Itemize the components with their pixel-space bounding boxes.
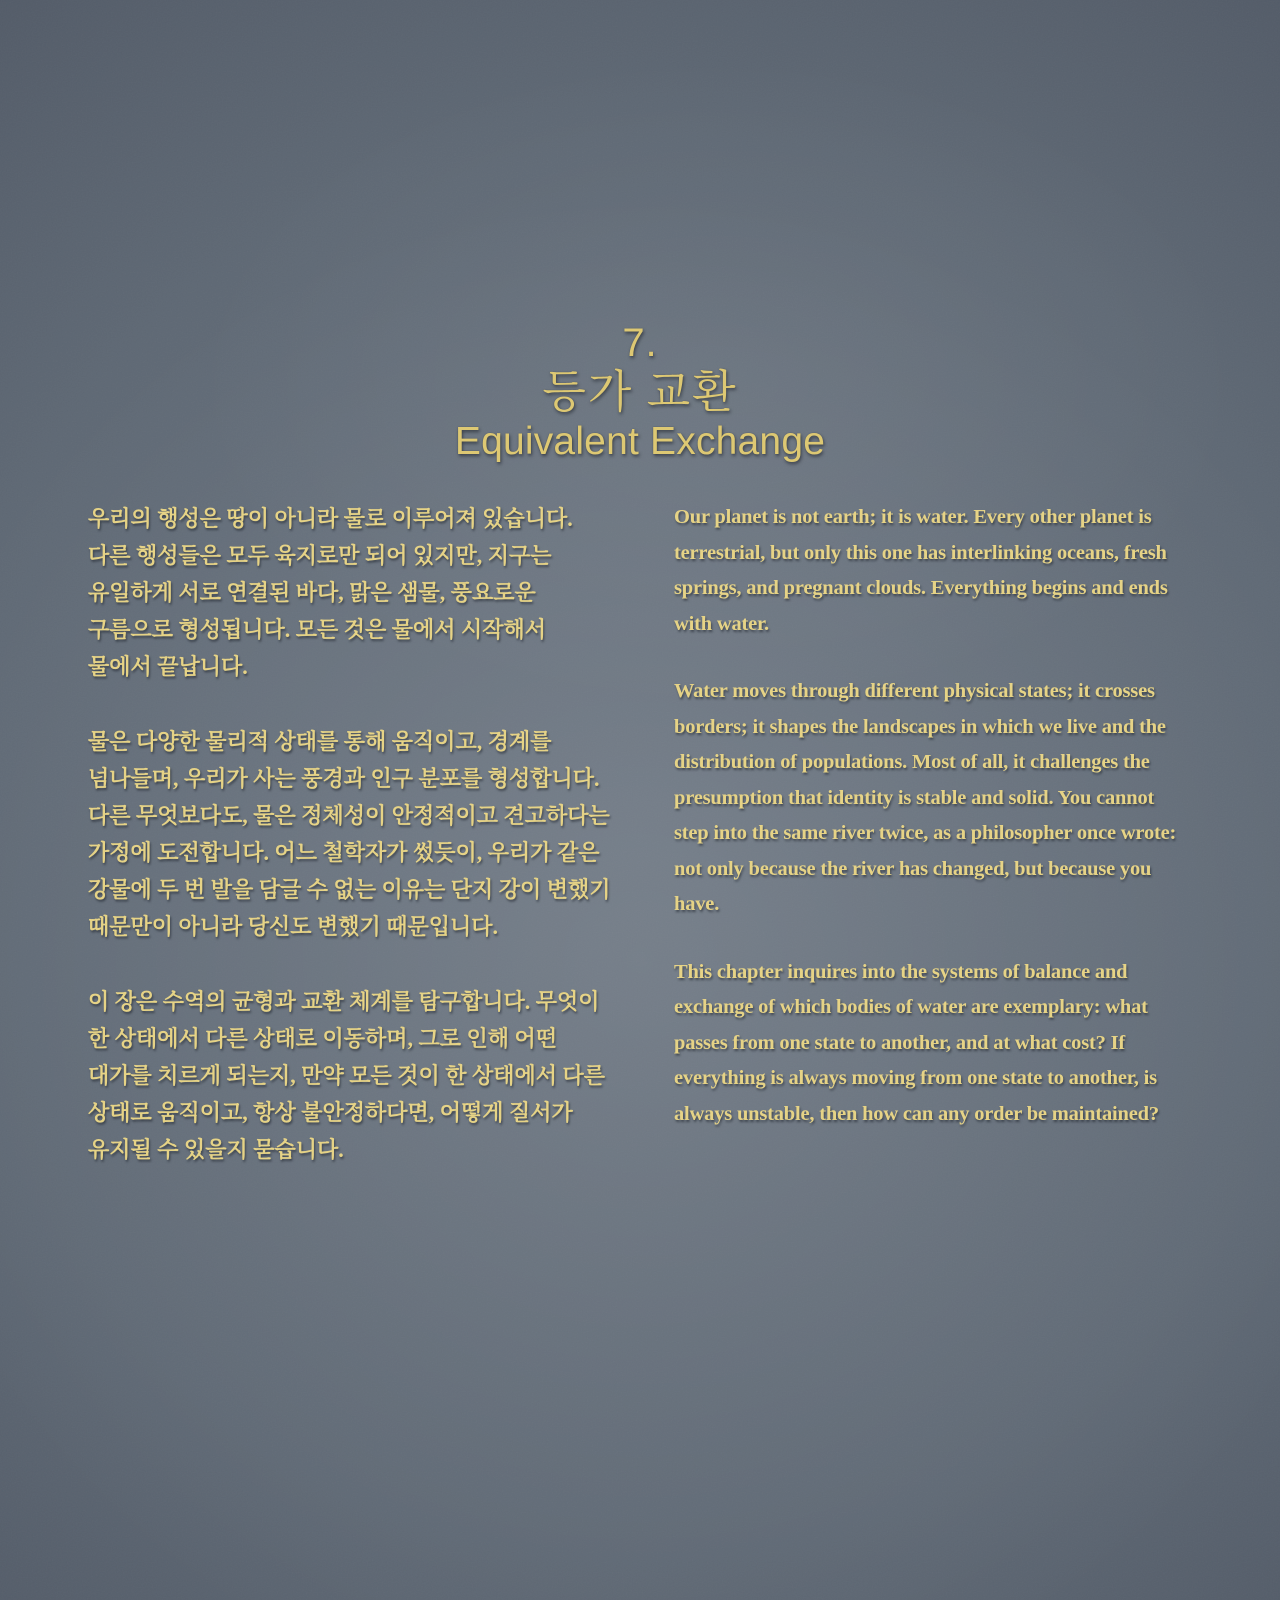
chapter-title-block	[0, 320, 1280, 466]
chapter-title-english: Equivalent Exchange	[454, 420, 826, 463]
korean-text-column	[88, 500, 612, 1206]
korean-paragraph-3: 이 장은 수역의 균형과 교환 체계를 탐구합니다. 무엇이 한 상태에서 다른 상태로 이동하며, 그로 인해 어떤 대가를 치르게 되는지, 만약 모든 것이 한 상태에서 다른 상태로 움직이고, 항상 불안정하다면, 어떻게 질서가 유지될 수 있을지 묻습니다.	[88, 989, 606, 1162]
chapter-title-korean: 등가 교환	[542, 367, 738, 417]
english-paragraph-1: Our planet is not earth; it is water. Every other planet is terrestrial, but only this one has interlinking oceans, fresh springs, and pregnant clouds. Everything begins and ends with water.	[674, 506, 1168, 635]
english-text-column	[674, 500, 1192, 1206]
english-paragraph-3: This chapter inquires into the systems of balance and exchange of which bodies of water are exemplary: what passes from one state to another, and at what cost? If everything is always moving from one state to another, is always unstable, then how can any order be maintained?	[674, 960, 1159, 1125]
korean-paragraph-1: 우리의 행성은 땅이 아니라 물로 이루어져 있습니다. 다른 행성들은 모두 육지로만 되어 있지만, 지구는 유일하게 서로 연결된 바다, 맑은 샘물, 풍요로운 구름으로 형성됩니다. 모든 것은 물에서 시작해서 물에서 끝납니다.	[88, 506, 573, 679]
korean-paragraph-2: 물은 다양한 물리적 상태를 통해 움직이고, 경계를 넘나들며, 우리가 사는 풍경과 인구 분포를 형성합니다. 다른 무엇보다도, 물은 정체성이 안정적이고 견고하다는 가정에 도전합니다. 어느 철학자가 썼듯이, 우리가 같은 강물에 두 번 발을 담글 수 없는 이유는 단지 강이 변했기 때문만이 아니라 당신도 변했기 때문입니다.	[88, 729, 611, 939]
chapter-number: 7.	[622, 321, 658, 365]
text-columns	[88, 500, 1192, 1206]
english-paragraph-2: Water moves through different physical states; it crosses borders; it shapes the landscapes in which we live and the distribution of populations. Most of all, it challenges the presumption that identity is stable and solid. You cannot step into the same river twice, as a philosopher once wrote: not only because the river has changed, but because you have.	[674, 680, 1177, 915]
